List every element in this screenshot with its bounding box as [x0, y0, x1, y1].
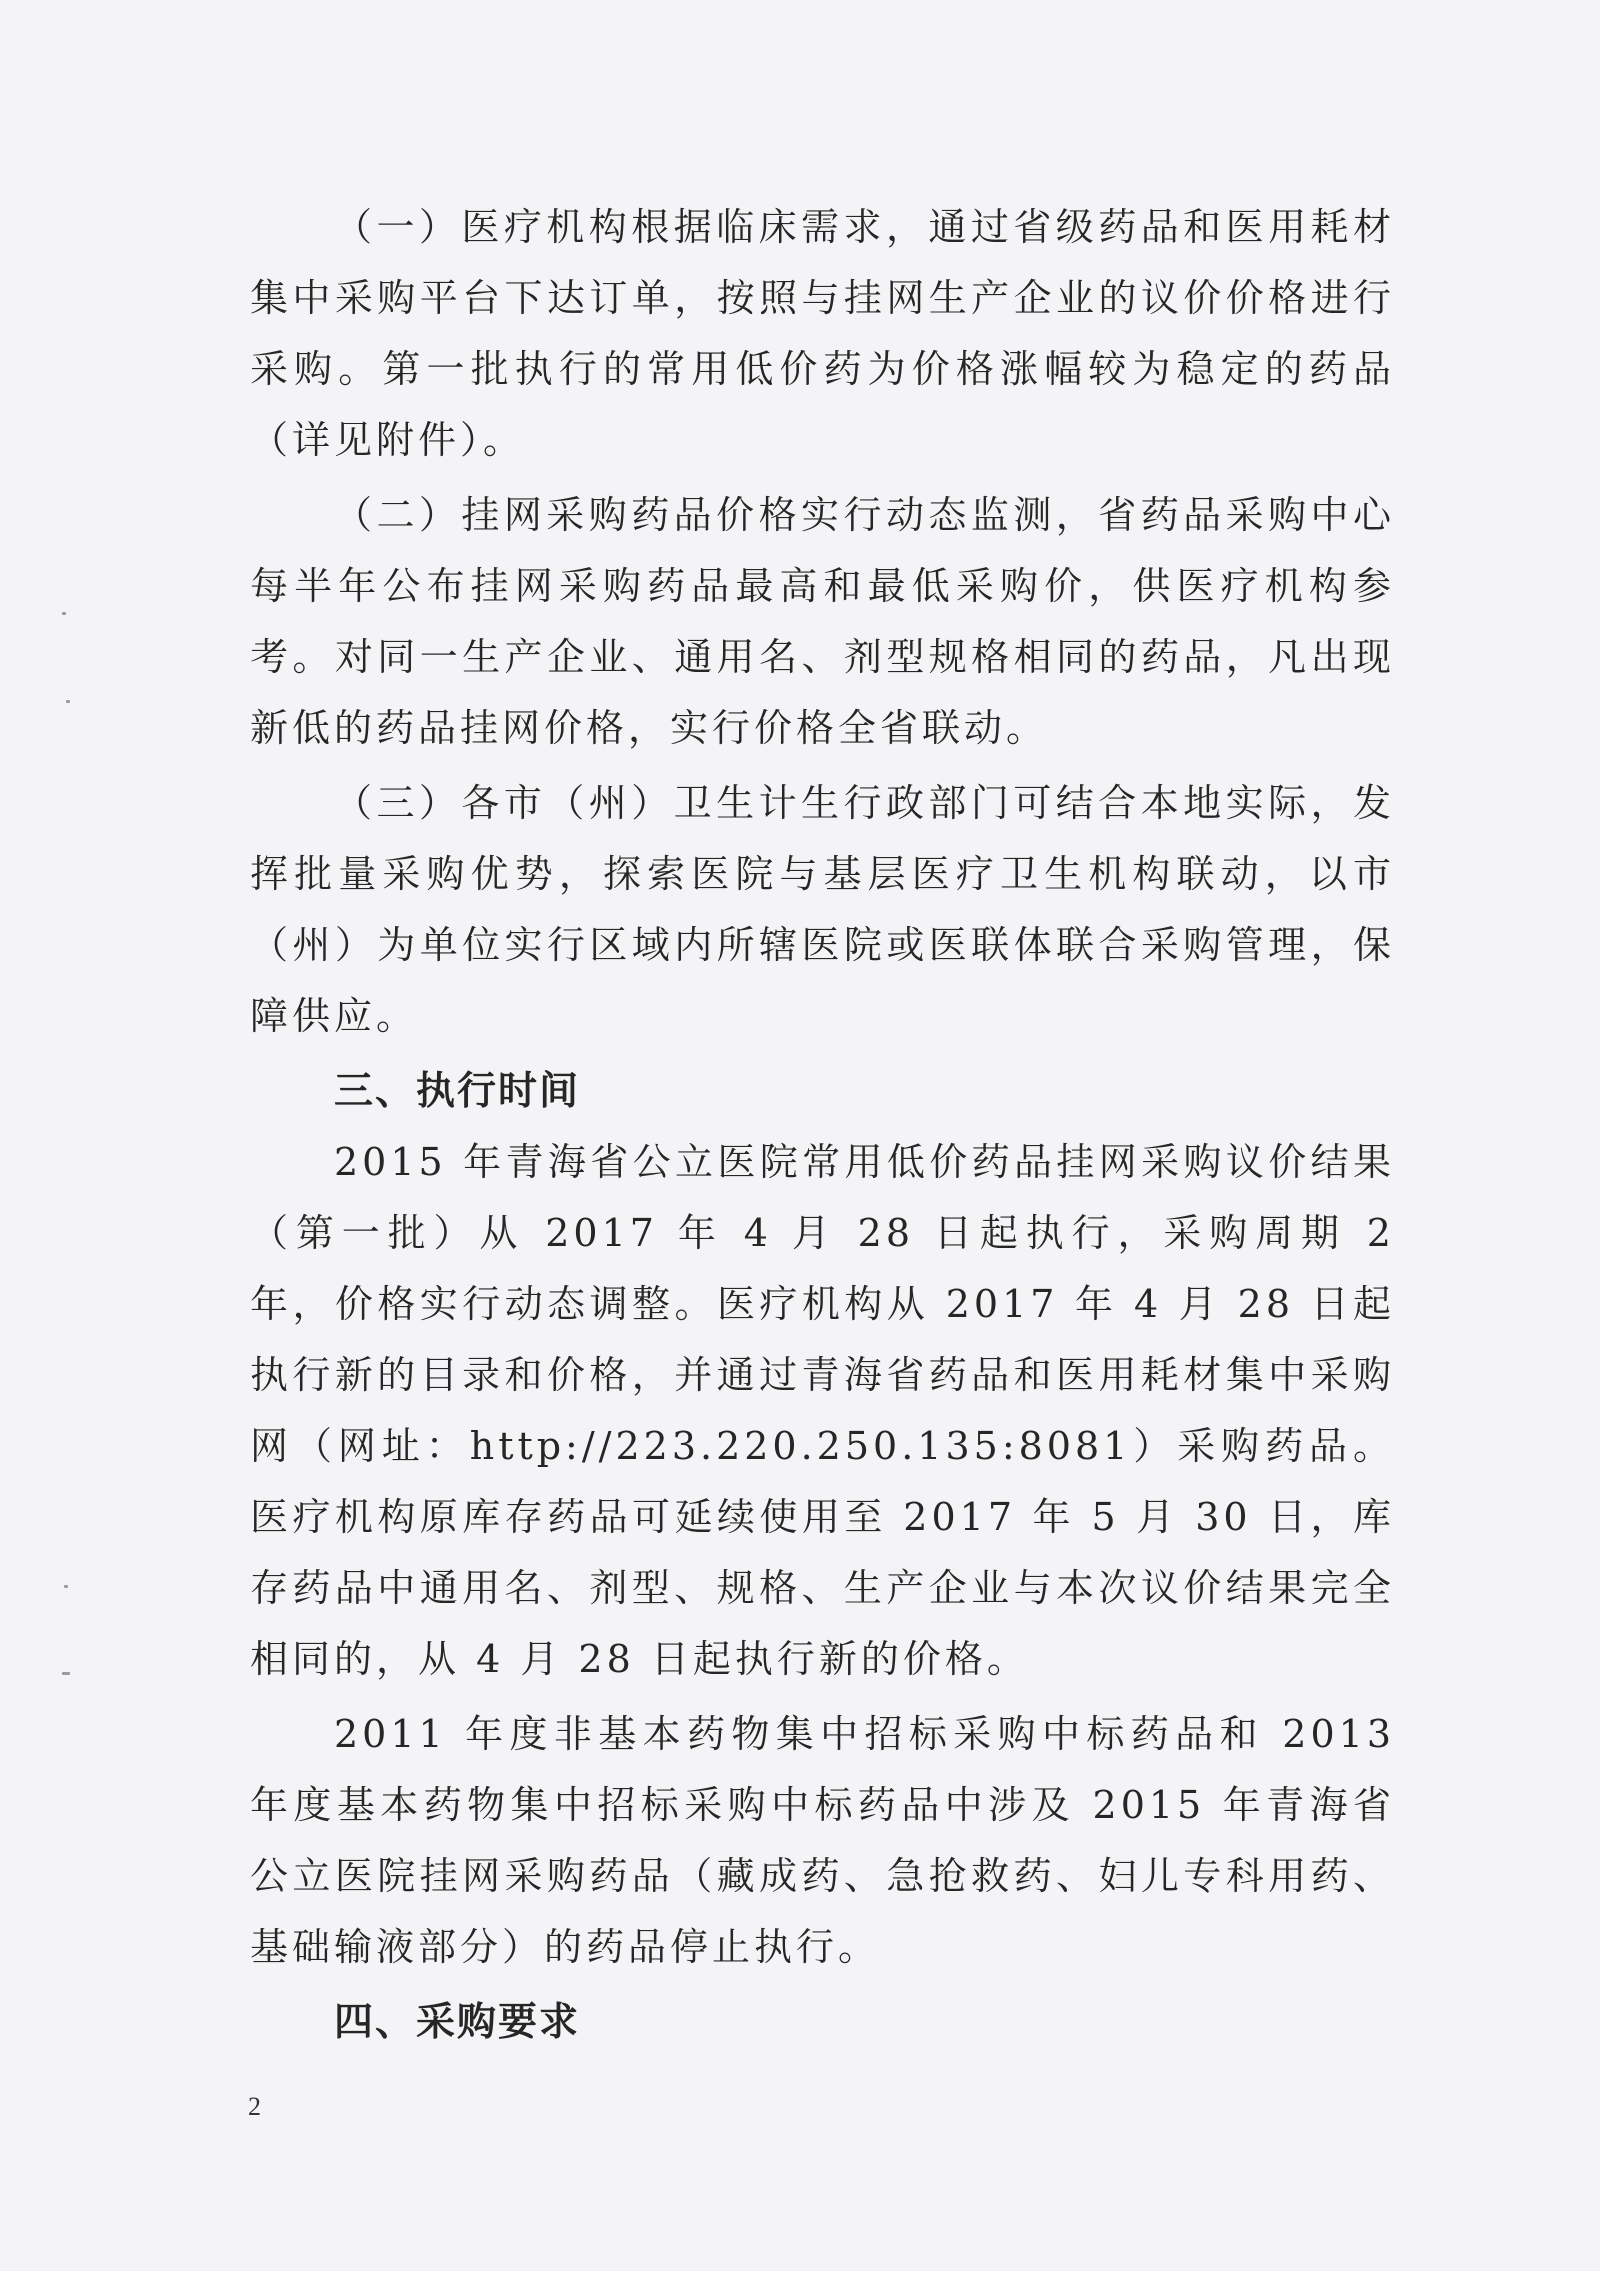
scan-speck [64, 1585, 68, 1588]
heading-procurement-requirements: 四、采购要求 [334, 2000, 581, 2045]
heading-execution-time: 三、执行时间 [334, 1069, 581, 1114]
paragraph-execution-dates: 2015 年青海省公立医院常用低价药品挂网采购议价结果（第一批）从 2017 年 4 月 28 日起执行，采购周期 2 年，价格实行动态调整。医疗机构从 2017 年 4 月 28 日起执行新的目录和价格，并通过青海省药品和医用耗材集中采购网（网址：http://223.220.250.135:8081）采购药品。医疗机构原库存药品可延续使用至 2017 年 5 月 30 日，库存药品中通用名、剂型、规格、生产企业与本次议价结果完全相同的，从 4 月 28 日起执行新的价格。 [250, 1140, 1395, 1681]
scan-speck [62, 1672, 70, 1675]
paragraph-price-monitoring: （二）挂网采购药品价格实行动态监测，省药品采购中心每半年公布挂网采购药品最高和最低采购价，供医疗机构参考。对同一生产企业、通用名、剂型规格相同的药品，凡出现新低的药品挂网价格，实行价格全省联动。 [250, 493, 1395, 750]
document-body [250, 192, 1395, 2058]
page-number: 2 [248, 2092, 261, 2121]
scan-speck [62, 612, 66, 615]
scan-speck [66, 700, 70, 703]
paragraph-discontinued-items: 2011 年度非基本药物集中招标采购中标药品和 2013 年度基本药物集中招标采购中标药品中涉及 2015 年青海省公立医院挂网采购药品（藏成药、急抢救药、妇儿专科用药、基础输液部分）的药品停止执行。 [250, 1712, 1395, 1969]
paragraph-procurement-orders: （一）医疗机构根据临床需求，通过省级药品和医用耗材集中采购平台下达订单，按照与挂网生产企业的议价价格进行采购。第一批执行的常用低价药为价格涨幅较为稳定的药品（详见附件）。 [250, 205, 1395, 462]
paragraph-regional-procurement: （三）各市（州）卫生计生行政部门可结合本地实际，发挥批量采购优势，探索医院与基层医疗卫生机构联动，以市（州）为单位实行区域内所辖医院或医联体联合采购管理，保障供应。 [250, 781, 1395, 1038]
